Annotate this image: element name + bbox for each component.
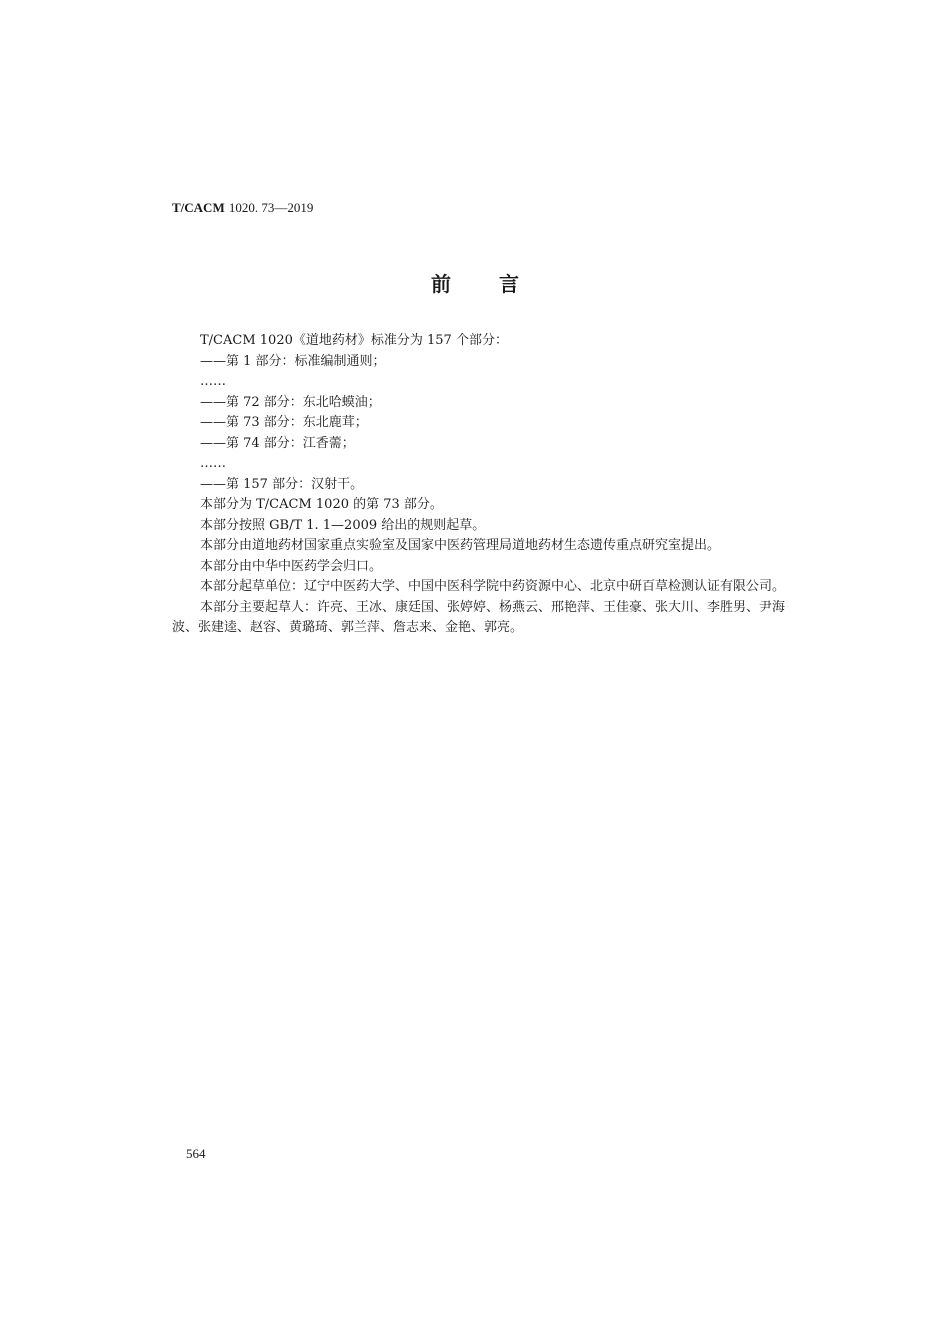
ellipsis-line: …… (200, 456, 226, 471)
drafters-paragraph: 本部分主要起草人：许亮、王冰、康廷国、张婷婷、杨燕云、邢艳萍、王佳豪、张大川、李胜男、尹海波、张建逵、赵容、黄璐琦、郭兰萍、詹志来、金艳、郭亮。 (172, 599, 786, 635)
standard-code-header (172, 200, 313, 216)
standard-code-number: 1020. 73—2019 (228, 200, 314, 215)
page-title: 前言 (431, 272, 567, 296)
list-item-part73: ——第 73 部分：东北鹿茸； (200, 415, 368, 430)
list-item-part74: ——第 74 部分：江香薷； (200, 435, 355, 451)
rules-line: 本部分按照 GB/T 1. 1—2009 给出的规则起草。 (200, 517, 486, 533)
foreword-body (172, 331, 802, 639)
managed-line: 本部分由中华中医药学会归口。 (200, 558, 383, 574)
standard-code-prefix: T/CACM (172, 200, 225, 215)
this-part-line: 本部分为 T/CACM 1020 的第 73 部分。 (200, 497, 443, 512)
list-item-part1: ——第 1 部分：标准编制通则； (200, 353, 386, 369)
page-number: 564 (186, 1146, 206, 1161)
list-item-part72: ——第 72 部分：东北哈蟆油； (200, 394, 381, 410)
drafting-units-paragraph: 本部分起草单位：辽宁中医药大学、中国中医科学院中药资源中心、北京中研百草检测认证有限公司。 (200, 579, 786, 594)
proposed-line: 本部分由道地药材国家重点实验室及国家中医药管理局道地药材生态遗传重点研究室提出。 (200, 538, 721, 553)
intro-line: T/CACM 1020《道地药材》标准分为 157 个部分： (200, 333, 508, 348)
ellipsis-line: …… (200, 374, 226, 389)
list-item-part157: ——第 157 部分：汉射干。 (200, 476, 364, 492)
